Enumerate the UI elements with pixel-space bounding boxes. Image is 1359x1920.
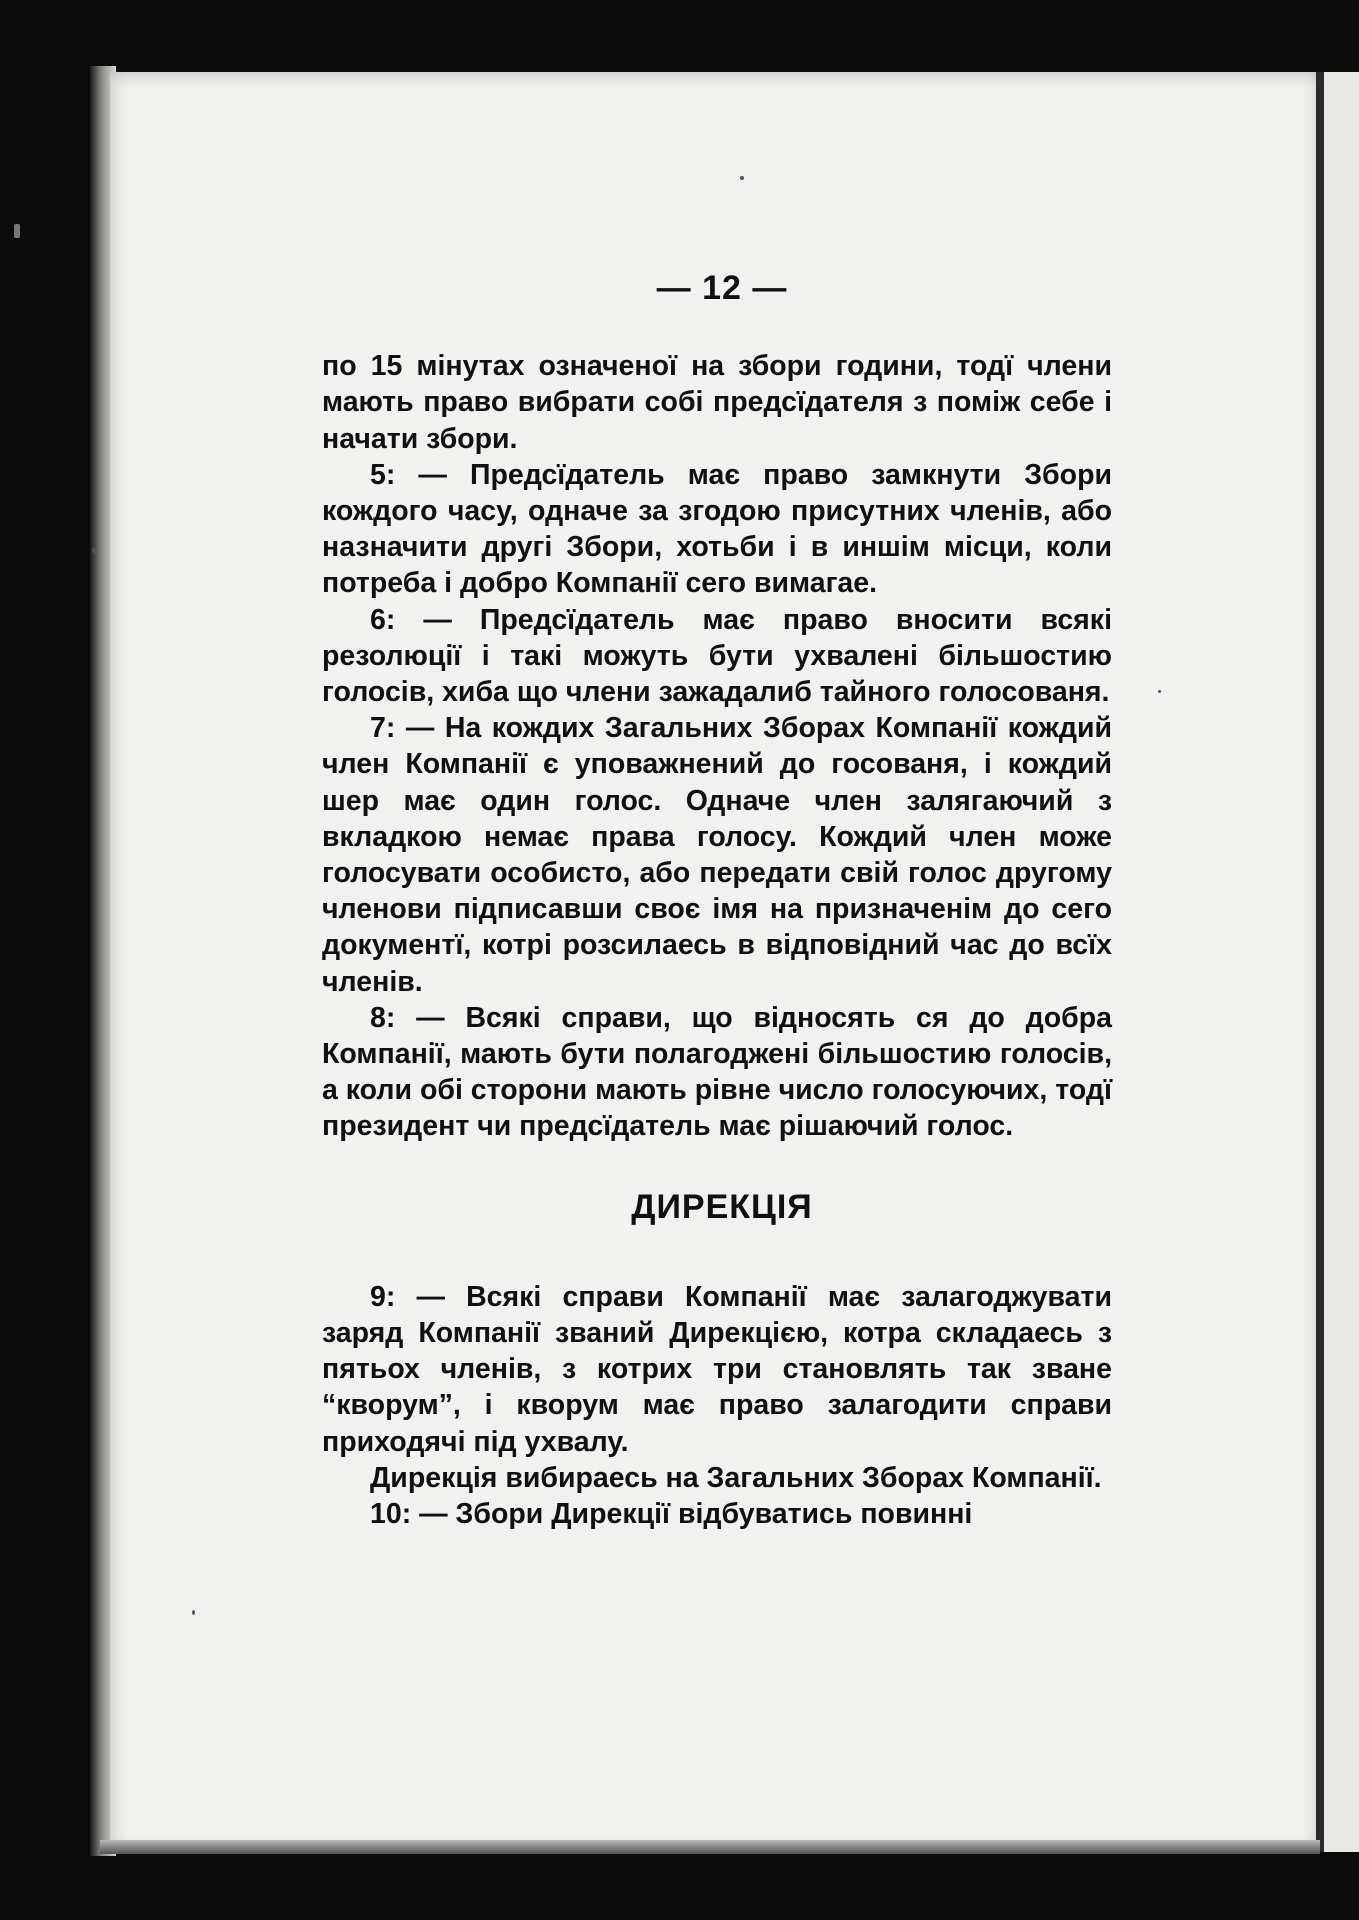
scan-speck [740, 176, 744, 180]
scan-bottom-edge [100, 1840, 1320, 1854]
scan-right-fold [1316, 72, 1324, 1852]
paragraph-article-10: 10: — Збори Дирекції відбуватись повинні [370, 1498, 973, 1531]
paragraph-directorate-election: Дирекція вибираесь на Загальних Зборах Компанії. [370, 1461, 1102, 1494]
paragraph-article-8: 8: — Всякі справи, що відносять ся до добра Компанії, мають бути полагоджені більшостию голосів, а коли обі сторони мають рівне число голосуючих, тодї президент чи предсїдатель має рішаючий голос. [322, 1001, 1112, 1143]
section-heading: ДИРЕКЦІЯ [631, 1187, 813, 1226]
paragraph-article-7: 7: — На кождих Загальних Зборах Компанії кождий член Компанії є уповажнений до госованя, і кождий шер має один голос. Одначе член залягаючий з вкладкою немає права голосу. Кождий член може голосувати особисто, або передати свій голос другому членови підписавши своє імя на призначенім до сего документї, котрі розсилаесь в відповідний час до всїх членів. [322, 712, 1112, 998]
scan-speck [92, 548, 97, 553]
page-number: — 12 — [656, 269, 788, 307]
paragraph-continuation: по 15 мінутах означеної на збори години, тодї члени мають право вибрати собі предсїдателя з поміж себе і начати збори. [322, 350, 1112, 455]
adjacent-page-strip [1324, 72, 1359, 1852]
paragraph-article-6: 6: — Предсїдатель має право вносити всякі резолюції і такі можуть бути ухвалені більшостию голосів, хиба що члени зажадалиб тайного голосованя. [322, 603, 1112, 709]
page-text-block [322, 270, 1112, 1532]
scan-speck [14, 224, 20, 238]
scan-speck [192, 1610, 195, 1615]
paragraph-article-9: 9: — Всякі справи Компанії має залагоджувати заряд Компанії званий Дирекцією, котра складаесь з пятьох членів, з котрих три становлять так зване “кворум”, і кворум має право залагодити справи приходячі під ухвалу. [322, 1280, 1112, 1458]
paragraph-article-5: 5: — Предсїдатель має право замкнути Збори кождого часу, одначе за згодою присутних членів, або назначити другі Збори, хотьби і в иншім місци, коли потреба і добро Компанії сего вимагае. [322, 458, 1112, 600]
scan-speck [1158, 690, 1161, 693]
